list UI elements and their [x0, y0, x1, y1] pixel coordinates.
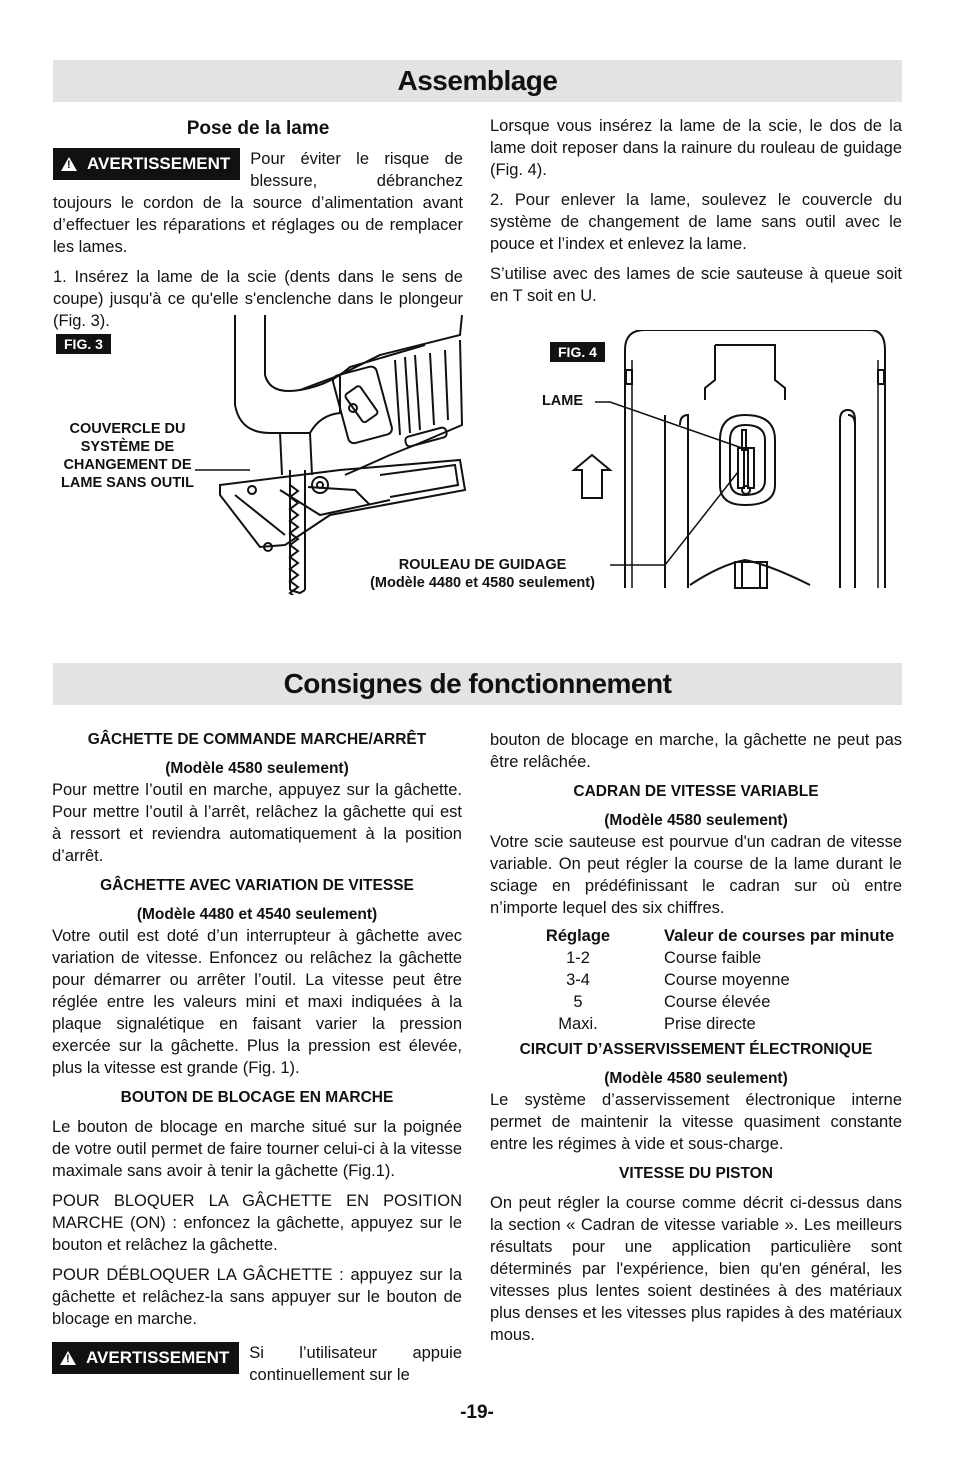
para-blocage-continued: bouton de blocage en marche, la gâchette ne peut pas être relâchée.	[490, 731, 902, 771]
heading-gachette-marche-note: (Modèle 4580 seulement)	[165, 760, 349, 777]
para-asservissement: Le système d’asservissement électronique interne permet de maintenir la vitesse quasiment constante entre les régimes à vide et sous-charge.	[490, 1091, 902, 1153]
pose-lame-subtitle: Pose de la lame	[186, 118, 330, 139]
para-bloquer: POUR BLOQUER LA GÂCHETTE EN POSITION MARCHE (ON) : enfoncez la gâchette, appuyez sur le bouton et relâchez la gâchette.	[52, 1192, 462, 1254]
assemblage-title: Assemblage	[397, 65, 558, 96]
heading-variation-vitesse-note: (Modèle 4480 et 4540 seulement)	[136, 906, 378, 923]
speed-table	[524, 925, 894, 1035]
para-debloquer: POUR DÉBLOQUER LA GÂCHETTE : appuyez sur la gâchette et relâchez-la sans appuyer sur le bouton de blocage en marche.	[52, 1266, 462, 1328]
right-p2: 2. Pour enlever la lame, soulevez le couvercle du système de changement de lame sans outil avec le pouce et l’index et enlevez la lame.	[490, 191, 902, 253]
heading-cadran-vitesse: CADRAN DE VITESSE VARIABLE	[573, 783, 819, 800]
speed-table-row: Maxi. Prise directe	[558, 1015, 756, 1033]
para-variation-vitesse: Votre outil est doté d’un interrupteur à gâchette avec variation de vitesse. Enfoncez ou relâchez la gâchette pour démarrer ou arrêter l’outil. La vitesse peut être réglée entre les valeurs mini et maxi indiquées à la plaque signalétique en faisant varier la pression exercée sur la gâchette. Plus la pression est élevée, plus la vitesse est grande (Fig. 1).	[52, 927, 462, 1077]
para-bouton-blocage: Le bouton de blocage en marche situé sur la poignée de votre outil permet de faire tourner celui-ci à la vitesse maximale sans avoir à tenir la gâchette (Fig.1).	[52, 1118, 462, 1180]
warning-triangle-icon: !	[60, 1351, 76, 1365]
consignes-left-column	[52, 729, 462, 1394]
heading-bouton-blocage: BOUTON DE BLOCAGE EN MARCHE	[120, 1089, 394, 1106]
right-p3: S’utilise avec des lames de scie sauteuse à queue soit en T soit en U.	[490, 265, 902, 305]
right-p1: Lorsque vous insérez la lame de la scie, le dos de la lame doit reposer dans la rainure du rouleau de guidage (Fig. 4).	[490, 117, 902, 179]
fig4-callout-roller: ROULEAU DE GUIDAGE (Modèle 4480 et 4580 seulement)	[370, 557, 595, 591]
blade-roller-illustration	[570, 330, 890, 590]
consignes-heading	[53, 663, 902, 705]
fig3-label: FIG. 3	[56, 334, 111, 354]
step1-text: 1. Insérez la lame de la scie (dents dans le sens de coupe) jusqu'à ce qu'elle s'enclenche dans le plongeur (Fig. 3).	[53, 268, 463, 330]
heading-asservissement: CIRCUIT D’ASSERVISSEMENT ÉLECTRONIQUE	[519, 1041, 873, 1058]
warning-text: Pour éviter le risque de blessure, débranchez toujours le cordon de la source d’alimentation avant d’effectuer les réparations et réglages ou de remplacer les lames.	[53, 150, 463, 256]
para-gachette-marche: Pour mettre l’outil en marche, appuyez sur la gâchette. Pour mettre l’outil à l’arrêt, relâchez la gâchette qui est à ressort et reviendra automatiquement à la position d’arrêt.	[52, 781, 462, 865]
assemblage-right-column	[490, 115, 902, 315]
warning-badge-2: ! AVERTISSEMENT	[52, 1342, 239, 1374]
fig4-label: FIG. 4	[550, 342, 605, 362]
speed-table-row: 1-2 Course faible	[566, 949, 762, 967]
speed-table-row: 5 Course élevée	[573, 993, 771, 1011]
warning-text-2: Si l’utilisateur appuie continuellement sur le	[249, 1344, 462, 1384]
consignes-title: Consignes de fonctionnement	[283, 668, 672, 699]
jigsaw-illustration	[190, 315, 470, 595]
heading-gachette-marche: GÂCHETTE DE COMMANDE MARCHE/ARRÊT	[87, 731, 427, 748]
heading-asservissement-note: (Modèle 4580 seulement)	[604, 1070, 788, 1087]
heading-vitesse-piston: VITESSE DU PISTON	[619, 1165, 773, 1182]
fig4-callout-blade: LAME	[541, 393, 584, 409]
assemblage-left-column	[53, 118, 463, 340]
fig3-callout: COUVERCLE DU SYSTÈME DE CHANGEMENT DE LAME SANS OUTIL	[61, 421, 194, 491]
speed-table-row: 3-4 Course moyenne	[566, 971, 790, 989]
speed-table-header: Réglage Valeur de courses par minute	[545, 927, 895, 945]
heading-cadran-vitesse-note: (Modèle 4580 seulement)	[604, 812, 788, 829]
heading-variation-vitesse: GÂCHETTE AVEC VARIATION DE VITESSE	[100, 877, 414, 894]
page-number: -19-	[460, 1402, 494, 1423]
assemblage-heading	[53, 60, 902, 102]
consignes-right-column	[490, 729, 902, 1354]
para-cadran-vitesse: Votre scie sauteuse est pourvue d'un cadran de vitesse variable. On peut régler la course de la lame durant le sciage en prédéfinissant le cadran sur où entre n’importe lequel des six chiffres.	[490, 833, 902, 917]
warning-triangle-icon: !	[61, 157, 77, 171]
warning-badge: ! AVERTISSEMENT	[53, 148, 240, 180]
warning-paragraph-2	[52, 1342, 462, 1386]
warning-paragraph	[53, 148, 463, 258]
para-vitesse-piston: On peut régler la course comme décrit ci-dessus dans la section « Cadran de vitesse variable ». Les meilleurs résultats pour une application particulière sont déterminés par l'expérience, bien qu'en général, les vitesses plus lentes soient destinées à des matériaux plus denses et les vitesses plus rapides à des matériaux mous.	[490, 1194, 902, 1344]
